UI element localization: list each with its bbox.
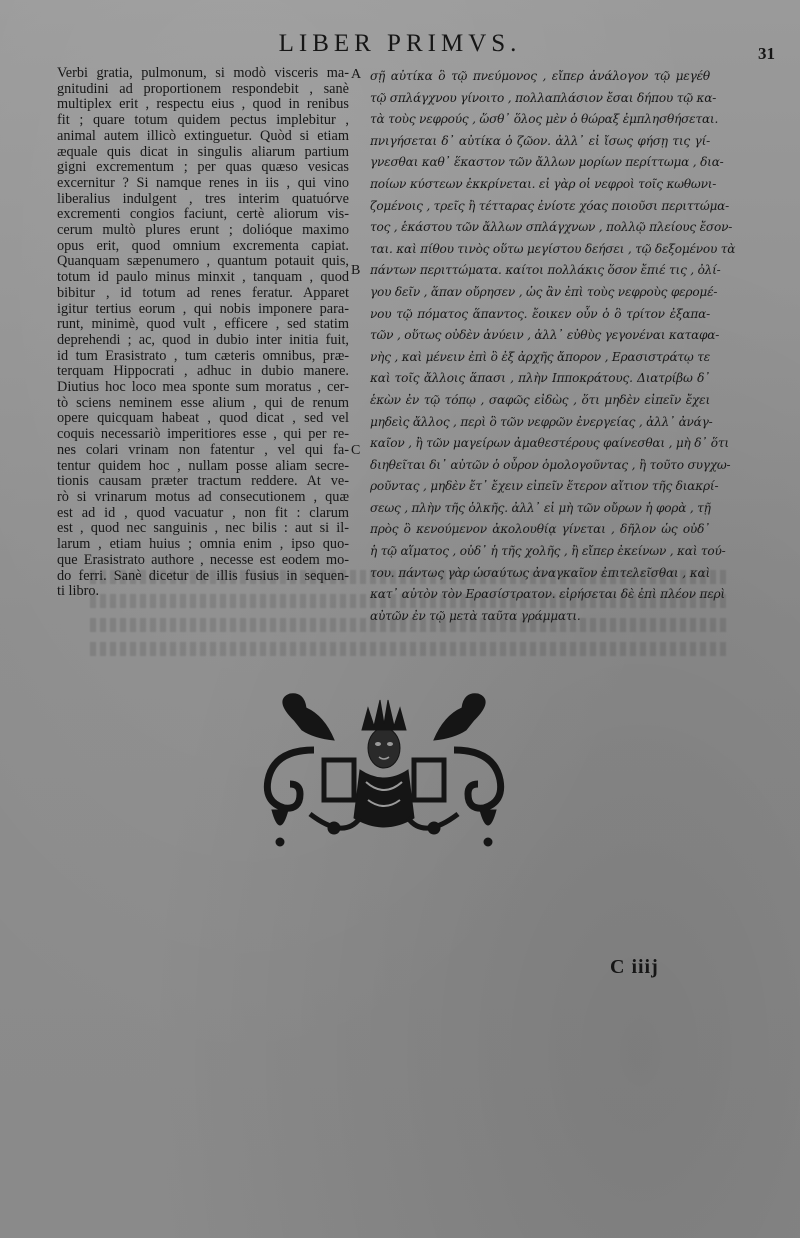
latin-text-line: gnitudini ad proportionem respondebit , sanè: [57, 80, 349, 97]
greek-text-line: πάντων περιττώματα. καίτοι πολλάκις ὅσον ἔπιέ τις , ὀλί-: [370, 263, 721, 278]
latin-text-line: bibitur , id totum ad renes feratur. Apparet: [57, 284, 349, 301]
latin-text-line: est , quod nec sanguinis , nec bilis : aut si il-: [57, 520, 349, 537]
latin-text-line: gigni excrementum ; per quas quæso vesicas: [57, 159, 349, 176]
latin-text-line: do ferri. Sanè dicetur de illis fusius in sequen-: [57, 567, 349, 584]
latin-text-line: tentur quidem hoc , nullam posse aliam secre-: [57, 457, 349, 474]
latin-text-line: Verbi gratia, pulmonum, si modò visceris ma-: [57, 65, 349, 81]
latin-text-line: liberalius indulgent , tres interim quatuórve: [57, 190, 349, 207]
greek-text-line: μηδεὶς ἄλλος , περὶ ὃ τῶν νεφρῶν ἐνεργείας , ἀλλ᾽ ἀνάγ-: [370, 414, 713, 429]
greek-text-line: πνιγήσεται δ᾽ αὐτίκα ὁ ζῶον. ἀλλ᾽ εἰ ἴσως φήσῃ τις γί-: [370, 133, 710, 148]
latin-text-line: rò si vrinarum motus ad consecutionem , quæ: [57, 488, 349, 505]
latin-text-line: excernitur ? Si namque renes in iis , qui vino: [57, 174, 349, 191]
margin-letter-c: C: [351, 443, 361, 458]
latin-text-line: est ad id , quod vacuatur , non fit : clarum: [57, 504, 349, 521]
latin-text-line: opere quicquam habeat , quod dicat , sed vel: [57, 410, 349, 427]
greek-text-line: σῇ αὐτίκα ὃ τῷ πνεύμονος , εἴπερ ἀνάλογον τῷ μεγέθ: [370, 69, 710, 83]
latin-text-line: igitur tertius eorum , qui nobis imponere para-: [57, 300, 349, 317]
signature-mark: C iiij: [610, 956, 659, 978]
latin-text-line: deprehendi ; ac, quod in dubio inter initia fuit,: [57, 331, 349, 348]
latin-text-line: totum id paulo minus minxit , tanquam , quod: [57, 269, 349, 286]
greek-text-line: ται. καὶ πίθου τινὸς οὕτω μεγίστου δεήσει , τῷ δεξομένου τὰ: [370, 241, 736, 256]
latin-text-line: nes colari vrinam non fatentur , vel qui fa-: [57, 441, 349, 458]
latin-text-line: opus erit, quod omnium excrementa capiat.: [57, 237, 349, 254]
greek-text-line: ἑκὼν ἐν τῷ τόπῳ , σαφῶς εἰδὼς , ὅτι μηδὲν εἰπεῖν ἔχει: [370, 392, 710, 407]
latin-text-line: æquale quis dicat in singulis aliarum partium: [57, 143, 349, 160]
greek-text-line: ποίων κύστεων ἐκκρίνεται. εἰ γὰρ οἱ νεφροὶ τοῖς κωθωνι-: [370, 176, 717, 191]
greek-text-line: καῖον , ἢ τῶν μαγείρων ἀμαθεστέρους φαίνεσθαι , μὴ δ᾽ ὅτι: [370, 436, 729, 451]
woodcut-ornament-icon: [254, 690, 514, 850]
greek-text-line: ἡ τῷ αἵματος , οὐδ᾽ ἡ τῆς χολῆς , ἢ εἴπερ ἐκείνων , καὶ τού-: [370, 544, 726, 559]
greek-text-line: ροῦντας , μηδὲν ἔτ᾽ ἔχειν εἰπεῖν ἕτερον αἴτιον τῆς διακρί-: [370, 479, 719, 494]
greek-text-line: τῶν , οὕτως οὐδὲν ἀνύειν , ἀλλ᾽ εὐθὺς γεγονέναι καταφα-: [370, 328, 720, 343]
latin-text-line: id tum Erasistrato , tum cæteris omnibus, præ-: [57, 347, 349, 364]
latin-text-line: coquis necessariò imperitiores esse , qui per re-: [57, 426, 349, 443]
greek-text-line: διηθεῖται δι᾽ αὐτῶν ὁ οὖρον ὁμολογοῦντας , ἢ τοῦτο συγχω-: [370, 457, 731, 472]
latin-text-line: cerum multò plures erunt ; dolióque maximo: [57, 222, 349, 239]
latin-text-line: excrementi congios faciunt, certè aliorum vis-: [57, 206, 349, 223]
greek-column: [370, 66, 736, 627]
latin-text-line: multiplex erit , respectu eius , quod in renibus: [57, 96, 349, 113]
latin-text-line: larum , etiam huius ; omnia enim , ipso quo-: [57, 536, 349, 553]
page-number: 31: [758, 44, 775, 63]
latin-text-line: fit ; quare totum quidem pectus implebitur ,: [57, 112, 349, 129]
greek-text-line: κατ᾽ αὐτὸν τὸν Ερασίστρατον. εἰρήσεται δὲ ἐπὶ πλέον περὶ: [370, 587, 725, 602]
greek-text-line: του. πάντως γὰρ ὡσαύτως ἀναγκαῖον ἐπιτελεῖσθαι , καὶ: [370, 565, 710, 580]
latin-text-line: animal autem illicò extinguetur. Quòd si etiam: [57, 127, 349, 144]
greek-text-line: σεως , πλὴν τῆς ὁλκῆς. ἀλλ᾽ εἰ μὴ τῶν οὔρων ἡ φορὰ , τῇ: [370, 500, 711, 515]
greek-text-line: πρὸς ὃ κενούμενον ἀκολουθίᾳ γίνεται , δῆλον ὡς οὐδ᾽: [370, 522, 710, 537]
greek-text-line: καὶ τοῖς ἄλλοις ἅπασι , πλὴν Ιπποκράτους. Διατρίβω δ᾽: [370, 371, 710, 386]
latin-text-line: Diutius hoc loco mea sponte sum moratus , cer-: [57, 379, 349, 396]
latin-column: [57, 66, 349, 600]
latin-text-line: ti libro.: [57, 583, 100, 600]
running-head: LIBER PRIMVS.: [278, 30, 522, 57]
greek-text-line: γου δεῖν , ἅπαν οὔρησεν , ὡς ἂν ἐπὶ τοὺς νεφροὺς φερομέ-: [370, 284, 718, 299]
latin-text-line: tionis causam præter tractum reddere. At ve-: [57, 473, 349, 490]
greek-text-line: τὰ τοὺς νεφρούς , ὥσθ᾽ ὅλος μὲν ὁ θώραξ ἐμπλησθήσεται.: [370, 112, 719, 127]
latin-text-line: que Erasistrato authore , necesse est eodem mo-: [57, 551, 349, 568]
greek-text-line: τῷ σπλάγχνου γίνοιτο , πολλαπλάσιον ἔσαι δήπου τῷ κα-: [370, 90, 717, 105]
greek-text-line: αὐτῶν ἐν τῷ μετὰ ταῦτα γράμματι.: [370, 608, 581, 623]
latin-text-line: tò sciens neminem esse alium , qui de renum: [57, 394, 349, 411]
greek-text-line: ζομένοις , τρεῖς ἢ τέτταρας ἐνίοτε χόας ποιοῦσι περιττώμα-: [370, 198, 730, 213]
margin-letter-b: B: [351, 263, 361, 278]
greek-text-line: γνεσθαι καθ᾽ ἕκαστον τῶν ἄλλων μορίων περίττωμα , δια-: [370, 155, 724, 170]
greek-text-line: τος , ἑκάστου τῶν ἄλλων σπλάγχνων , πολλῷ πλείους ἔσον-: [370, 220, 733, 235]
greek-text-line: νου τῷ πόματος ἅπαντος. ἔοικεν οὖν ὁ ὃ τρίτον ἐξαπα-: [370, 306, 710, 321]
latin-text-line: Quanquam sæpenumero , quantum potauit quis,: [57, 253, 349, 270]
latin-text-line: terquam Hippocrati , adhuc in dubio manere.: [57, 363, 349, 380]
greek-text-line: νὴς , καὶ μένειν ἐπὶ ὃ ἐξ ἀρχῆς ἄπορον , Ερασιστράτῳ τε: [370, 349, 710, 364]
margin-letter-a: A: [351, 67, 362, 82]
latin-text-line: runt, minimè, quod vult , efficere , sed statim: [57, 316, 349, 333]
